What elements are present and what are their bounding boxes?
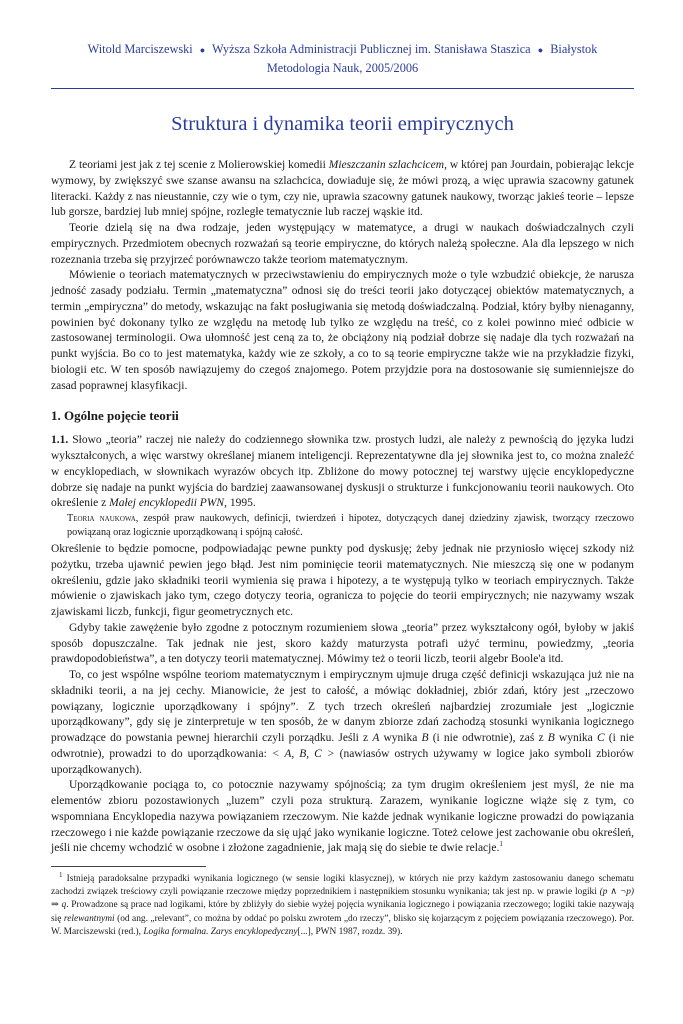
header-city: Białystok <box>550 42 598 56</box>
paragraph: Teorie dzielą się na dwa rodzaje, jeden występujący w matematyce, a drugi w naukach doświadczalnych czyli empirycznych. Przedmiotem obecnych rozważań są teorie empiryczne, do których należą społeczne. Ala dla lepszego w nich rozeznania trzeba się przyjrzeć porównawczo także teoriom matematycznym. <box>51 222 634 266</box>
footnote-ref[interactable]: 1 <box>499 840 503 849</box>
paragraph: Gdyby takie zawężenie było zgodne z potocznym rozumieniem słowa „teoria” przez wykształcony ogół, byłoby w jakiś sposób dopuszczalne. Tak jednak nie jest, skoro każdy maturzysta potrafi użyć terminu, powiedzmy, „teoria prawdopodobieństwa”, a ten dotyczy teorii matematycznej. Mówimy też o teorii liczb, teorii algebr Boole'a itd. <box>51 621 634 666</box>
page <box>51 40 634 939</box>
subsection-label: 1.1. <box>51 434 69 447</box>
paragraph: To, co jest wspólne wspólne teoriom matematycznym i empirycznym ujmuje druga część definicji wskazująca już nie na składniki teorii, a na jej cechy. Mianowicie, że jest to całość, a mówiąc dokładniej, zbiór zdań, który jest „rzeczowo powiązany, logicznie uporządkowany i spójny”. Z tych trzech określeń najbardziej zrozumiałe jest „logicznie uporządkowany”, gdy się je zinterpretuje w ten sposób, że w danym zbiorze zdań zachodzą stosunki wynikania logicznego prowadzące do powstania pewnej hierarchii czyli porządku. Jeśli z A wynika B (i nie odwrotnie), zaś z B wynika C (i nie odwrotnie), prowadzi to do uporządkowania: < A, B, C > (nawiasów ostrych używamy w logice jako symboli zbiorów uporządkowanych). <box>51 669 635 776</box>
paragraph: Z teoriami jest jak z tej scenie z Molierowskiej komedii Mieszczanin szlachcicem, w której pan Jourdain, pobierając lekcje wymowy, by zwiększyć swe szanse awansu na szlachcica, dowiaduje się, że mówi prozą, a więc uprawia szacowny gatunek literacki. Każdy z nas nieustannie, czy wie o tym, czy nie, uprawia szacowny gatunek naukowy, tworząc jakieś teorie – lepsze lub gorsze, bardziej lub mniej spójne, rozległe tematycznie lub raczej wąskie itd. <box>51 159 635 219</box>
header-separator: ● <box>537 45 544 55</box>
footnote: $^1$ Istnieją paradoksalne przypadki wynikania logicznego (w sensie logiki klasycznej), w których nie przy każdym zastosowaniu danego schematu zachodzi związek treściowy czyli powiązanie rzeczowe między poprzednikiem i następnikiem stosunku wynikania; tak jest np. w prawie logiki (p ∧ ¬p) ⇒ q. Prowadzone są prace nad logikami, które by zbliżyły do siebie wyżej pojęcia wynikania logicznego i powiązania rzeczowego; logiki takie nazywają się relewantnymi (od ang. „relevant”, co można by oddać po polsku zwrotem „do rzeczy”, blisko się kojarzącym z pojęciem powiązania rzeczowego). Por. W. Marciszewski (red.), Logika formalna. Zarys encyklopedyczny[...], PWN 1987, rozdz. 39). <box>51 870 635 937</box>
paragraph: Określenie to będzie pomocne, podpowiadając pewne punkty pod dyskusję; żeby jednak nie przyniosło więcej szkody niż pożytku, trzeba ujawnić pewien jego błąd. Jest nim pominięcie teorii matematycznych. Nie mieszczą się one w podanym określeniu, gdzie jako składniki teorii wymienia się prawa i hipotezy, a te występują tylko w teoriach empirycznych. Także mówienie o zjawiskach jako tym, czego dotyczy teoria, ogranicza to pojęcie do teorii empirycznych; nie nazywamy wszak zjawiskami liczb, funkcji, figur geometrycznych etc. <box>51 543 634 618</box>
running-header <box>51 40 634 59</box>
header-author: Witold Marciszewski <box>87 42 193 56</box>
header-course: Metodologia Nauk, 2005/2006 <box>266 61 419 75</box>
paragraph: Uporządkowanie pociąga to, co potocznie nazywamy spójnością; za tym drugim określeniem jest myśl, że nie ma elementów zbioru pozostawionych „luzem” czyli poza strukturą. Zarazem, wynikanie logiczne wiąże się z tym, co wspomniana Encyklopedia nazywa powiązaniem rzeczowym. Nie każde jednak wynikanie logiczne prowadzi do powiązania rzeczowego i nie każde powiązanie rzeczowe da się ująć jako wynikanie logiczne. Toteż celowe jest zachowanie obu określeń, jeśli nie chcemy wchodzić w osobne i złożone zagadnienie, jak mają się do siebie te dwie relacje.$^1$ <box>51 779 634 855</box>
block-quote: Teoria naukowa, zespół praw naukowych, definicji, twierdzeń i hipotez, dotyczących danej dziedziny zjawisk, tworzący rzeczowo powiązaną oraz logicznie uporządkowaną i spójną całość. <box>67 513 635 538</box>
header-institution: Wyższa Szkoła Administracji Publicznej im. Stanisława Staszica <box>212 42 531 56</box>
body-text <box>51 158 634 857</box>
header-separator: ● <box>199 45 206 55</box>
paragraph: 1.1. Słowo „teoria” raczej nie należy do codziennego słownika tzw. prostych ludzi, ale należy z pewnością do języka ludzi wykształconych, a więc warstwy określanej mianem inteligencji. Reprezentatywne dla jej słownika jest to, co można znaleźć w encyklopediach, w słownikach wyrazów obcych itp. Zbliżone do mowy potocznej tej warstwy ujęcie encyklopedyczne dobrze się nadaje na punkt wyjścia do bardziej zaawansowanej dyskusji o strukturze i funkcjonowaniu teorii naukowych. Oto określenie z Małej encyklopedii PWN, 1995. <box>51 434 634 510</box>
section-heading: 1. Ogólne pojęcie teorii <box>51 408 179 424</box>
header-rule <box>51 88 634 89</box>
paragraph: Mówienie o teoriach matematycznych w przeciwstawieniu do empirycznych może o tyle wzbudzić obiekcje, że narusza jedność zasady podziału. Termin „matematyczna” odnosi się do treści teorii jako dotyczącej obiektów matematycznych, a termin „empiryczna” do metody, wskazując na fakt posługiwania się metodą doświadczalną. Podział, który byłby nienaganny, powinien być dokonany tylko ze względu na metodę lub tylko ze względu na treść, co z kolei powinno mieć odbicie w zastosowanej terminologii. Owa ułomność jest ceną za to, że obciążony nią podział dobrze się nadaje dla tych rozważań na punkt wyjścia. Bo co to jest matematyka, każdy wie ze szkoły, a co to są teorie empiryczne także wie na przykładzie fizyki, biologii etc. W ten sposób nawiązujemy do czegoś znajomego. Potem przyjdzie pora na dostosowanie się sumienniejsze do zasad poprawnej klasyfikacji. <box>51 269 634 392</box>
page-title: Struktura i dynamika teorii empirycznych <box>171 113 514 135</box>
footnote-rule <box>51 866 206 867</box>
